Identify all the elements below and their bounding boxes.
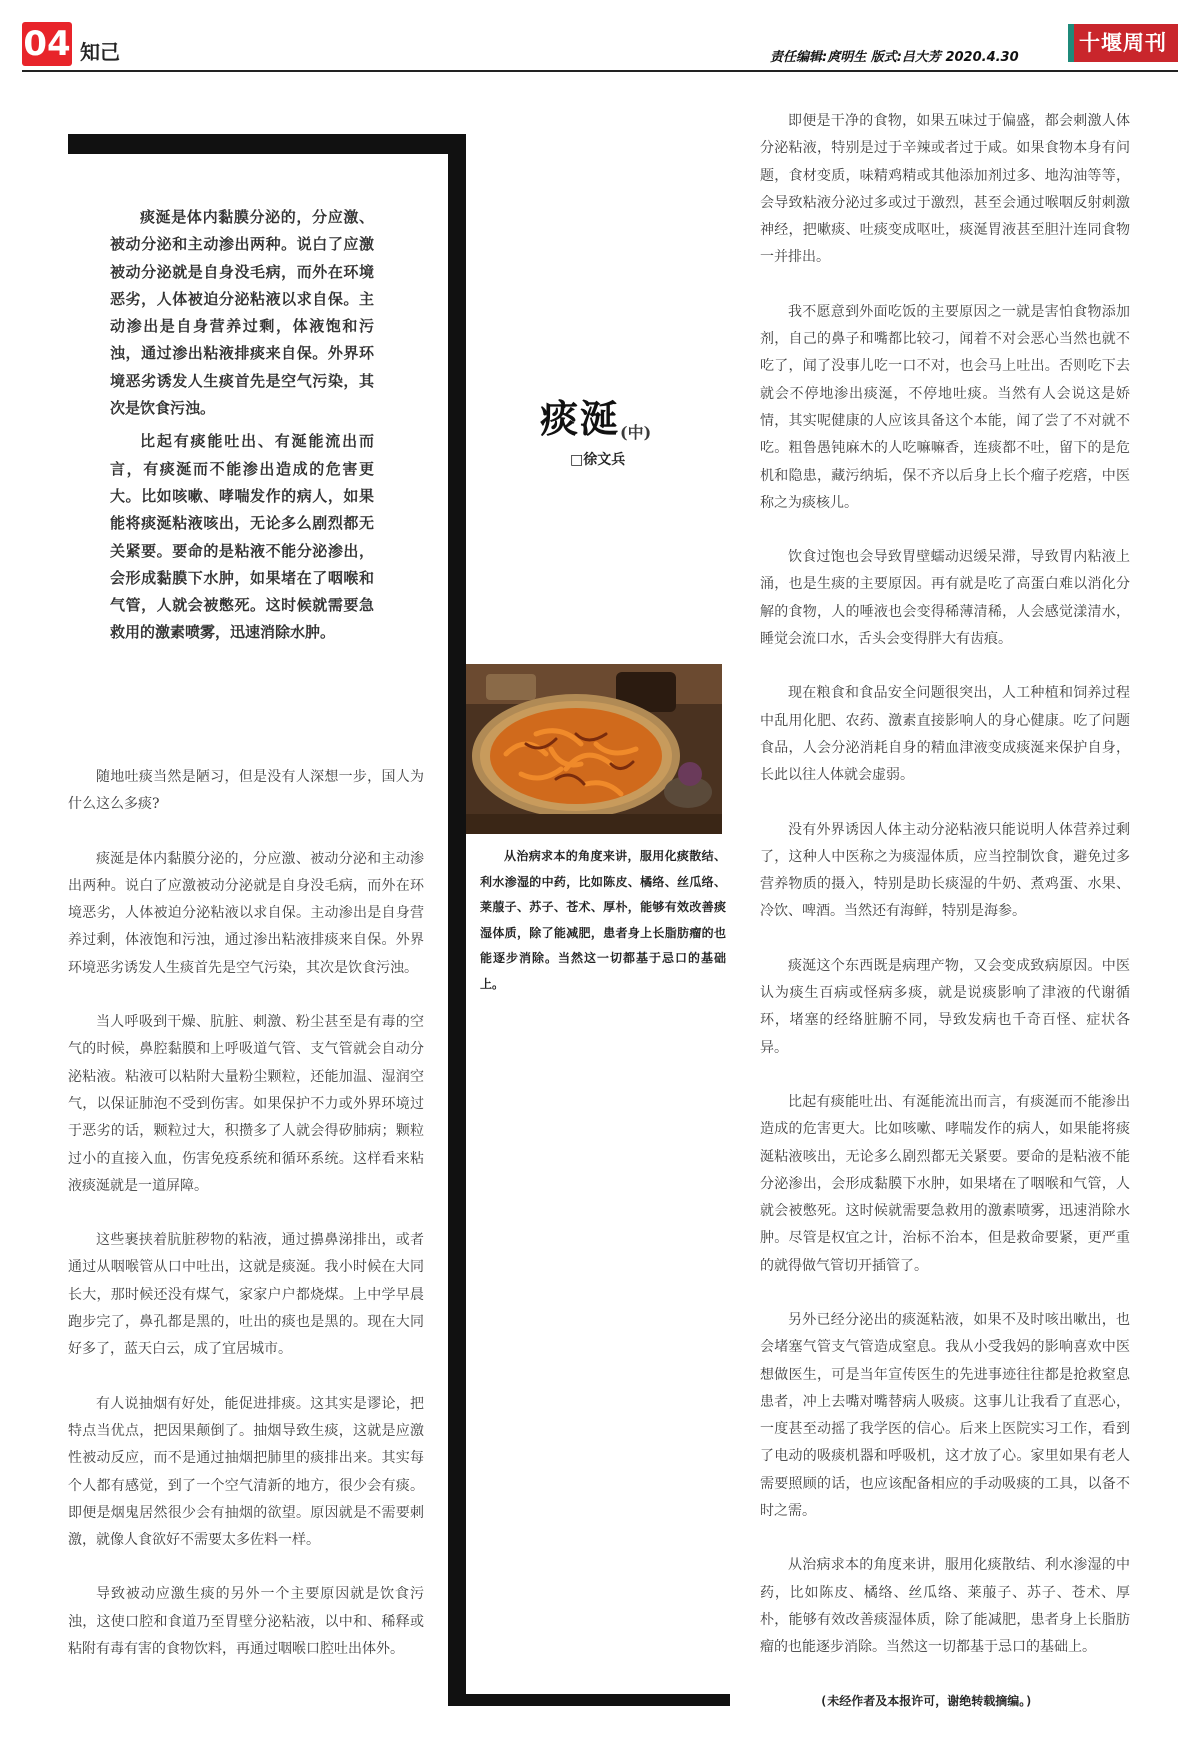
copyright-note: (未经作者及本报许可，谢绝转载摘编。) bbox=[820, 1694, 1033, 1708]
body-paragraph: 没有外界诱因人体主动分泌粘液只能说明人体营养过剩了，这种人中医称之为痰湿体质，应当控制饮食，避免过多营养物质的摄入，特别是助长痰湿的牛奶、煮鸡蛋、水果、冷饮、啤酒。当然还有海鲜，特别是海参。 bbox=[760, 821, 1130, 920]
body-paragraph: 有人说抽烟有好处，能促进排痰。这其实是谬论，把特点当优点，把因果颠倒了。抽烟导致生痰，这就是应激性被动反应，而不是通过抽烟把肺里的痰排出来。其实每个人都有感觉，到了一个空气清新的地方，很少会有痰。即便是烟鬼居然很少会有抽烟的欲望。原因就是不需要刺激，就像人食欲好不需要太多佐料一样。 bbox=[68, 1395, 424, 1549]
article-byline: □徐文兵 bbox=[570, 452, 626, 468]
frame-bar-top bbox=[68, 134, 466, 154]
article-title-block bbox=[540, 388, 680, 469]
photo-caption: 从治病求本的角度来讲，服用化痰散结、利水渗湿的中药，比如陈皮、橘络、丝瓜络、莱菔子、苏子、苍术、厚朴，能够有效改善痰湿体质，除了能减肥，患者身上长脂肪瘤的也能逐步消除。当然这一切都基于忌口的基础上。 bbox=[480, 849, 726, 991]
frame-bar-vertical bbox=[448, 134, 466, 1704]
section-name: 知己 bbox=[80, 40, 120, 64]
intro-paragraph: 比起有痰能吐出、有涎能流出而言，有痰涎而不能渗出造成的危害更大。比如咳嗽、哮喘发作的病人，如果能将痰涎粘液咳出，无论多么剧烈都无关紧要。要命的是粘液不能分泌渗出，会形成黏膜下水肿，如果堵在了咽喉和气管，人就会被憋死。这时候就需要急救用的激素喷雾，迅速消除水肿。 bbox=[110, 432, 374, 642]
body-paragraph: 我不愿意到外面吃饭的主要原因之一就是害怕食物添加剂，自己的鼻子和嘴都比较刁，闻着不对会恶心当然也就不吃了，闻了没事儿吃一口不对，也会马上吐出。否则吃下去就会不停地渗出痰涎，不停地吐痰。当然有人会说这是娇情，其实呢健康的人应该具备这个本能，闻了尝了不对就不吃。粗鲁愚钝麻木的人吃嘛嘛香，连痰都不吐，留下的是危机和隐患，藏污纳垢，保不齐以后身上长个瘤子疙瘩，中医称之为痰核儿。 bbox=[760, 303, 1130, 511]
body-column-left bbox=[68, 764, 424, 1690]
body-paragraph: 另外已经分泌出的痰涎粘液，如果不及时咳出嗽出，也会堵塞气管支气管造成窒息。我从小受我妈的影响喜欢中医想做医生，可是当年宣传医生的先进事迹往往都是抢救窒息患者，冲上去嘴对嘴替病人吸痰。这事儿让我看了直恶心，一度甚至动摇了我学医的信心。后来上医院实习工作，看到了电动的吸痰机器和呼吸机，这才放了心。家里如果有老人需要照顾的话，也应该配备相应的手动吸痰的工具，以备不时之需。 bbox=[760, 1311, 1130, 1520]
article-title: 痰涎 bbox=[540, 396, 621, 441]
body-paragraph: 痰涎是体内黏膜分泌的，分应激、被动分泌和主动渗出两种。说白了应激被动分泌就是自身没毛病，而外在环境恶劣，人体被迫分泌粘液以求自保。主动渗出是自身营养过剩，体液饱和污浊，通过渗出粘液排痰来自保。外界环境恶劣诱发人生痰首先是空气污染，其次是饮食污浊。 bbox=[68, 850, 424, 976]
article-photo bbox=[466, 664, 722, 834]
editor-credits: 责任编辑:庹明生 版式:吕大芳 2020.4.30 bbox=[770, 50, 1019, 65]
dried-orange-peel-basket-image bbox=[466, 664, 722, 834]
body-paragraph: 即便是干净的食物，如果五味过于偏盛，都会刺激人体分泌粘液，特别是过于辛辣或者过于咸。如果食物本身有问题，食材变质，味精鸡精或其他添加剂过多、地沟油等等，会导致粘液分泌过多或过于激烈，甚至会通过喉咽反射刺激神经，把嗽痰、吐痰变成呕吐，痰涎胃液甚至胆汁连同食物一并排出。 bbox=[760, 113, 1130, 266]
body-paragraph: 痰涎这个东西既是病理产物，又会变成致病原因。中医认为痰生百病或怪病多痰，就是说痰影响了津液的代谢循环，堵塞的经络脏腑不同，导致发病也千奇百怪、症状各异。 bbox=[760, 957, 1130, 1056]
article-title-line bbox=[540, 388, 680, 443]
article-intro bbox=[110, 204, 374, 653]
frame-bar-bottom bbox=[448, 1694, 730, 1706]
masthead-logo: 十堰周刊 bbox=[1068, 24, 1178, 62]
body-paragraph: 导致被动应激生痰的另外一个主要原因就是饮食污浊，这使口腔和食道乃至胃壁分泌粘液，以中和、稀释或粘附有毒有害的食物饮料，再通过咽喉口腔吐出体外。 bbox=[68, 1586, 424, 1658]
body-paragraph: 饮食过饱也会导致胃壁蠕动迟缓呆滞，导致胃内粘液上涌，也是生痰的主要原因。再有就是吃了高蛋白难以消化分解的食物，人的唾液也会变得稀薄清稀，人会感觉漾清水，睡觉会流口水，舌头会变得胖大有齿痕。 bbox=[760, 549, 1130, 648]
body-paragraph: 从治病求本的角度来讲，服用化痰散结、利水渗湿的中药，比如陈皮、橘络、丝瓜络、莱菔子、苏子、苍术、厚朴，能够有效改善痰湿体质，除了能减肥，患者身上长脂肪瘤的也能逐步消除。当然这一切都基于忌口的基础上。 bbox=[760, 1557, 1130, 1656]
intro-paragraph: 痰涎是体内黏膜分泌的，分应激、被动分泌和主动渗出两种。说白了应激被动分泌就是自身没毛病，而外在环境恶劣，人体被迫分泌粘液以求自保。主动渗出是自身营养过剩，体液饱和污浊，通过渗出粘液排痰来自保。外界环境恶劣诱发人生痰首先是空气污染，其次是饮食污浊。 bbox=[110, 208, 374, 418]
body-paragraph: 随地吐痰当然是陋习，但是没有人深想一步，国人为什么这么多痰? bbox=[68, 769, 424, 813]
body-column-right bbox=[760, 108, 1130, 1689]
body-paragraph: 比起有痰能吐出、有涎能流出而言，有痰涎而不能渗出造成的危害更大。比如咳嗽、哮喘发作的病人，如果能将痰涎粘液咳出，无论多么剧烈都无关紧要。要命的是粘液不能分泌渗出，会形成黏膜下水肿，如果堵在了咽喉和气管，人就会被憋死。这时候就需要急救用的激素喷雾，迅速消除水肿。尽管是权宜之计，治标不治本，但是救命要紧，更严重的就得做气管切开插管了。 bbox=[760, 1093, 1130, 1274]
body-paragraph: 现在粮食和食品安全问题很突出，人工种植和饲养过程中乱用化肥、农药、激素直接影响人的身心健康。吃了问题食品，人会分泌消耗自身的精血津液变成痰涎来保护自身，长此以往人体就会虚弱。 bbox=[760, 685, 1130, 784]
page-number: 04 bbox=[23, 24, 71, 64]
body-paragraph: 当人呼吸到干燥、肮脏、刺激、粉尘甚至是有毒的空气的时候，鼻腔黏膜和上呼吸道气管、支气管就会自动分泌粘液。粘液可以粘附大量粉尘颗粒，还能加温、湿润空气，以保证肺泡不受到伤害。如果保护不力或外界环境过于恶劣的话，颗粒过大，积攒多了人就会得矽肺病；颗粒过小的直接入血，伤害免疫系统和循环系统。这样看来粘液痰涎就是一道屏障。 bbox=[68, 1014, 424, 1194]
body-paragraph: 这些裹挟着肮脏秽物的粘液，通过擤鼻涕排出，或者通过从咽喉管从口中吐出，这就是痰涎。我小时候在大同长大，那时候还没有煤气，家家户户都烧煤。上中学早晨跑步完了，鼻孔都是黑的，吐出的痰也是黑的。现在大同好多了，蓝天白云，成了宜居城市。 bbox=[68, 1232, 424, 1358]
header-rule bbox=[22, 70, 1178, 72]
article-title-suffix: (中) bbox=[620, 423, 652, 442]
